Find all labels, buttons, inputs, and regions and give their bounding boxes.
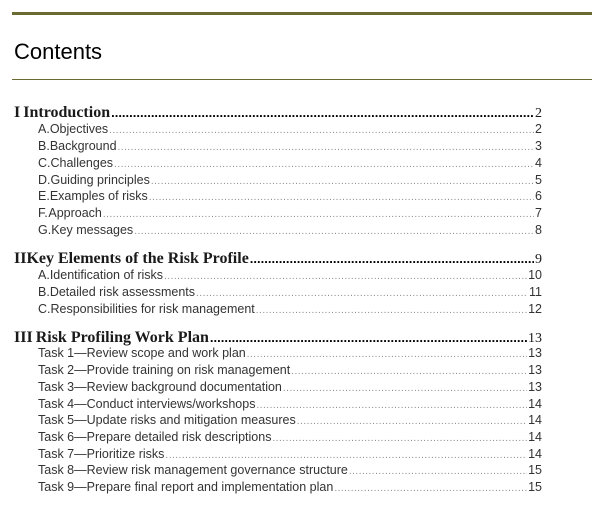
page-number: 14: [528, 430, 542, 444]
toc-task[interactable]: [38, 380, 542, 396]
dot-leader: [297, 416, 527, 427]
task-title: Task 9—Prepare final report and implementation plan: [38, 480, 334, 494]
item-title: Objectives: [49, 122, 109, 136]
task-title: Task 6—Prepare detailed risk descriptions: [38, 430, 272, 444]
task-title: Task 7—Prioritize risks: [38, 447, 165, 461]
page-number: 11: [529, 285, 542, 299]
page-number: 14: [528, 413, 542, 427]
page-number: 13: [528, 346, 542, 360]
page-number: 9: [535, 252, 542, 267]
dot-leader: [165, 450, 527, 461]
dot-leader: [272, 433, 527, 444]
toc-task[interactable]: [38, 413, 542, 429]
item-letter: G.: [38, 223, 52, 237]
page-number: 6: [535, 189, 542, 203]
task-title: Task 4—Conduct interviews/workshops: [38, 397, 256, 411]
task-title: Task 8—Review risk management governance structure: [38, 463, 348, 477]
toc-item[interactable]: [38, 139, 542, 155]
dot-leader: [291, 366, 527, 377]
page-number: 13: [528, 331, 542, 346]
page-number: 2: [535, 122, 542, 136]
dot-leader: [250, 251, 534, 266]
toc-item[interactable]: [38, 223, 542, 239]
page-number: 2: [535, 106, 542, 121]
toc-item[interactable]: [38, 206, 542, 222]
dot-leader: [134, 226, 534, 237]
item-title: Examples of risks: [49, 189, 148, 203]
toc-item[interactable]: [38, 285, 542, 301]
section-number: I: [14, 104, 21, 121]
toc-item[interactable]: [38, 173, 542, 189]
toc-section-work-plan[interactable]: [14, 329, 542, 347]
toc-item[interactable]: [38, 189, 542, 205]
dot-leader: [349, 466, 527, 477]
dot-leader: [283, 383, 527, 394]
toc-section-key-elements[interactable]: [14, 250, 542, 268]
toc-item[interactable]: [38, 268, 542, 284]
page-number: 14: [528, 447, 542, 461]
dot-leader: [247, 349, 527, 360]
dot-leader: [196, 288, 528, 299]
section-title: Key Elements of the Risk Profile: [26, 250, 249, 267]
section-title: Risk Profiling Work Plan: [35, 329, 209, 346]
dot-leader: [118, 142, 535, 153]
top-rule: [12, 12, 592, 15]
page-number: 15: [528, 463, 542, 477]
toc-task[interactable]: [38, 346, 542, 362]
toc-task[interactable]: [38, 397, 542, 413]
page-number: 3: [535, 139, 542, 153]
toc-task[interactable]: [38, 430, 542, 446]
dot-leader: [210, 330, 527, 345]
toc-task[interactable]: [38, 463, 542, 479]
task-title: Task 2—Provide training on risk management: [38, 363, 291, 377]
page-number: 12: [528, 302, 542, 316]
page-number: 14: [528, 397, 542, 411]
page-number: 15: [528, 480, 542, 494]
page-title: Contents: [14, 39, 103, 64]
toc-item[interactable]: [38, 302, 542, 318]
dot-leader: [109, 125, 534, 136]
item-letter: A.: [38, 268, 50, 282]
dot-leader: [334, 483, 527, 494]
toc-section-introduction[interactable]: [14, 104, 542, 122]
dot-leader: [164, 271, 527, 282]
task-title: Task 1—Review scope and work plan: [38, 346, 246, 360]
toc-task[interactable]: [38, 447, 542, 463]
item-letter: C.: [38, 156, 51, 170]
page-number: 13: [528, 363, 542, 377]
item-title: Background: [49, 139, 117, 153]
dot-leader: [103, 209, 534, 220]
dot-leader: [256, 400, 527, 411]
item-title: Approach: [48, 206, 102, 220]
toc-item[interactable]: [38, 156, 542, 172]
title-rule: [12, 79, 592, 80]
dot-leader: [114, 159, 534, 170]
item-letter: C.: [38, 302, 51, 316]
item-title: Identification of risks: [49, 268, 164, 282]
page-number: 13: [528, 380, 542, 394]
toc-task[interactable]: [38, 363, 542, 379]
toc-task[interactable]: [38, 480, 542, 496]
item-letter: B.: [38, 139, 50, 153]
toc-item[interactable]: [38, 122, 542, 138]
task-title: Task 5—Update risks and mitigation measures: [38, 413, 296, 427]
page-number: 5: [535, 173, 542, 187]
section-number: II: [14, 250, 27, 267]
item-letter: D.: [38, 173, 51, 187]
item-title: Key messages: [51, 223, 134, 237]
item-title: Detailed risk assessments: [49, 285, 196, 299]
section-number: III: [14, 329, 33, 346]
section-title: Introduction: [23, 104, 111, 121]
item-title: Guiding principles: [50, 173, 150, 187]
task-title: Task 3—Review background documentation: [38, 380, 282, 394]
dot-leader: [111, 105, 534, 120]
item-letter: E.: [38, 189, 50, 203]
dot-leader: [149, 192, 534, 203]
item-letter: B.: [38, 285, 50, 299]
item-title: Responsibilities for risk management: [50, 302, 255, 316]
page-number: 10: [528, 268, 542, 282]
item-letter: A.: [38, 122, 50, 136]
dot-leader: [151, 176, 534, 187]
page-number: 8: [535, 223, 542, 237]
item-letter: F.: [38, 206, 48, 220]
dot-leader: [256, 305, 527, 316]
item-title: Challenges: [50, 156, 114, 170]
page-number: 7: [535, 206, 542, 220]
page-number: 4: [535, 156, 542, 170]
